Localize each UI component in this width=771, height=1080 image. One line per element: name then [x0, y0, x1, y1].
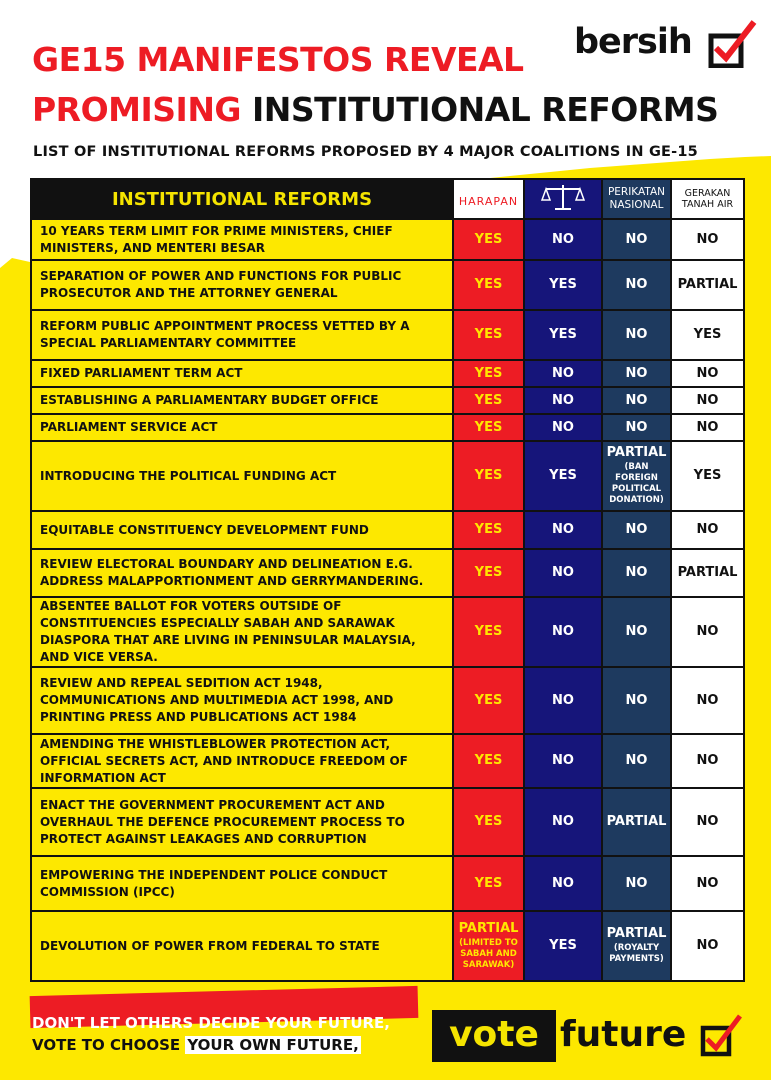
vote-logo-future: future	[560, 1014, 687, 1055]
title-line-2	[32, 90, 718, 129]
ga-cell-value: NO	[696, 692, 719, 708]
reform-cell	[31, 667, 453, 734]
reform-cell	[31, 260, 453, 310]
harapan-cell-value: YES	[474, 392, 503, 408]
subtitle: LIST OF INSTITUTIONAL REFORMS PROPOSED BY 4 MAJOR COALITIONS IN GE-15	[33, 144, 698, 160]
harapan-cell	[453, 667, 524, 734]
harapan-cell-value: YES	[474, 753, 503, 768]
ga-cell-value: NO	[696, 814, 719, 829]
ga-cell-value: NO	[696, 522, 719, 537]
reform-cell	[31, 856, 453, 911]
pn-cell-value: NO	[625, 327, 648, 342]
pn-cell-note: (ROYALTY PAYMENTS)	[609, 943, 664, 964]
bersih-logo-text: bersih	[574, 22, 692, 62]
harapan-cell-value: YES	[474, 327, 503, 342]
header-harapan	[453, 179, 524, 219]
table-row	[31, 549, 744, 597]
reforms-table	[30, 178, 745, 982]
ga-cell	[671, 667, 744, 734]
table-row	[31, 260, 744, 310]
checkbox-icon	[700, 1012, 742, 1058]
ga-cell	[671, 549, 744, 597]
reform-cell-value: SEPARATION OF POWER AND FUNCTIONS FOR PUBLIC PROSECUTOR AND THE ATTORNEY GENERAL	[40, 269, 402, 300]
reform-cell	[31, 734, 453, 788]
table-row	[31, 360, 744, 387]
pn-cell-value: NO	[625, 392, 648, 408]
bn-cell	[524, 441, 602, 511]
reform-cell-value: PARLIAMENT SERVICE ACT	[40, 420, 218, 434]
pn-cell	[602, 549, 671, 597]
pn-cell-note: (BAN FOREIGN POLITICAL DONATION)	[609, 462, 664, 505]
ga-cell	[671, 360, 744, 387]
reform-cell	[31, 387, 453, 414]
bn-cell	[524, 734, 602, 788]
vote-logo-vote: vote	[432, 1010, 556, 1062]
footer-line-2b: YOUR OWN FUTURE,	[187, 1036, 359, 1054]
harapan-cell-value: YES	[474, 468, 503, 483]
pn-cell-value: NO	[625, 522, 648, 537]
table-row	[31, 911, 744, 981]
bn-cell-value: YES	[549, 277, 577, 292]
bn-cell-value: YES	[549, 938, 577, 953]
bn-cell	[524, 667, 602, 734]
table-row	[31, 788, 744, 856]
bn-cell	[524, 360, 602, 387]
bn-cell	[524, 387, 602, 414]
ga-cell-value: NO	[696, 231, 719, 247]
bn-cell-value: NO	[552, 522, 574, 537]
harapan-cell-value: PARTIAL	[458, 920, 519, 936]
bn-cell	[524, 260, 602, 310]
table-row	[31, 414, 744, 441]
bn-cell-value: YES	[549, 327, 577, 342]
ga-cell	[671, 734, 744, 788]
reform-cell	[31, 310, 453, 360]
table-header-row	[31, 179, 744, 219]
bn-cell-value: NO	[552, 392, 574, 408]
bersih-logo	[574, 12, 759, 72]
harapan-cell-value: YES	[474, 365, 503, 381]
bn-cell	[524, 911, 602, 981]
harapan-cell-value: YES	[474, 277, 503, 292]
pn-cell	[602, 360, 671, 387]
ga-cell-value: PARTIAL	[677, 565, 738, 580]
reform-cell	[31, 511, 453, 549]
title-line-1: GE15 MANIFESTOS REVEAL	[32, 40, 524, 79]
harapan-logo-text: HARAPAN	[458, 194, 519, 208]
reform-cell-value: AMENDING THE WHISTLEBLOWER PROTECTION ACT, OFFICIAL SECRETS ACT, AND INTRODUCE FREEDOM OF INFORMATION ACT	[40, 736, 408, 785]
reform-cell	[31, 414, 453, 441]
pn-cell-value: PARTIAL	[606, 926, 667, 941]
ga-cell-value: PARTIAL	[677, 277, 738, 292]
harapan-cell	[453, 310, 524, 360]
bn-cell-value: YES	[549, 468, 577, 483]
bn-cell-value: NO	[552, 875, 574, 891]
bn-cell-value: NO	[552, 624, 574, 639]
harapan-cell	[453, 597, 524, 667]
harapan-cell-value: YES	[474, 231, 503, 247]
reform-cell	[31, 441, 453, 511]
table-row	[31, 387, 744, 414]
harapan-cell	[453, 549, 524, 597]
reform-cell-value: EQUITABLE CONSTITUENCY DEVELOPMENT FUND	[40, 522, 369, 537]
ga-cell-value: NO	[696, 753, 719, 768]
ga-cell-value: NO	[696, 938, 719, 953]
pn-cell	[602, 597, 671, 667]
table-row	[31, 856, 744, 911]
ga-cell-value: NO	[696, 875, 719, 891]
pn-name-2: NASIONAL	[609, 199, 664, 211]
pn-cell	[602, 734, 671, 788]
table-row	[31, 511, 744, 549]
harapan-cell	[453, 414, 524, 441]
reform-cell	[31, 360, 453, 387]
header-bn	[524, 179, 602, 219]
table-body	[31, 219, 744, 981]
title-rest: INSTITUTIONAL REFORMS	[241, 90, 719, 129]
harapan-cell	[453, 911, 524, 981]
pn-cell-value: PARTIAL	[606, 445, 667, 460]
ga-cell-value: NO	[696, 365, 719, 381]
bn-cell	[524, 310, 602, 360]
bn-cell	[524, 856, 602, 911]
harapan-cell-value: YES	[474, 419, 503, 435]
reform-cell-value: 10 YEARS TERM LIMIT FOR PRIME MINISTERS, CHIEF MINISTERS, AND MENTERI BESAR	[40, 223, 393, 255]
pn-cell	[602, 511, 671, 549]
harapan-cell	[453, 387, 524, 414]
pn-cell-value: NO	[625, 231, 648, 247]
ga-cell	[671, 856, 744, 911]
checkbox-icon	[708, 18, 758, 68]
reform-cell	[31, 911, 453, 981]
vote-future-logo	[432, 1010, 742, 1062]
footer-line-2a: VOTE TO CHOOSE	[32, 1036, 186, 1054]
pn-cell	[602, 414, 671, 441]
footer-line-1: DON'T LET OTHERS DECIDE YOUR FUTURE,	[32, 1014, 390, 1032]
harapan-cell-value: YES	[474, 565, 503, 580]
ga-cell	[671, 597, 744, 667]
harapan-cell	[453, 219, 524, 260]
harapan-cell-value: YES	[474, 692, 503, 708]
reform-cell	[31, 597, 453, 667]
table-row	[31, 597, 744, 667]
reform-cell	[31, 788, 453, 856]
harapan-cell	[453, 360, 524, 387]
harapan-cell-value: YES	[474, 875, 503, 891]
ga-cell-value: NO	[696, 419, 719, 435]
pn-cell-value: NO	[625, 875, 648, 891]
reform-cell-value: FIXED PARLIAMENT TERM ACT	[40, 366, 243, 380]
bn-cell	[524, 414, 602, 441]
reform-cell-value: REVIEW ELECTORAL BOUNDARY AND DELINEATION E.G. ADDRESS MALAPPORTIONMENT AND GERRYMANDERING.	[40, 557, 424, 588]
pn-cell	[602, 310, 671, 360]
bn-cell-value: NO	[552, 419, 574, 435]
reform-cell-value: DEVOLUTION OF POWER FROM FEDERAL TO STATE	[40, 938, 380, 953]
harapan-cell-value: YES	[474, 624, 503, 639]
title-highlight: PROMISING	[32, 90, 242, 129]
pn-name-1: PERIKATAN	[607, 186, 666, 198]
table-row	[31, 667, 744, 734]
pn-cell	[602, 856, 671, 911]
bn-cell-value: NO	[552, 692, 574, 708]
bn-cell-value: NO	[552, 565, 574, 580]
bn-cell	[524, 788, 602, 856]
pn-cell-value: PARTIAL	[606, 814, 667, 829]
bn-cell-value: NO	[552, 753, 574, 768]
harapan-cell	[453, 788, 524, 856]
pn-cell-value: NO	[625, 365, 648, 381]
ga-cell	[671, 414, 744, 441]
reform-cell	[31, 549, 453, 597]
bn-cell	[524, 597, 602, 667]
pn-cell	[602, 260, 671, 310]
pn-cell	[602, 387, 671, 414]
harapan-cell-value: YES	[474, 814, 503, 829]
ga-cell	[671, 260, 744, 310]
harapan-cell-note: (LIMITED TO SABAH AND SARAWAK)	[459, 937, 518, 970]
ga-cell	[671, 788, 744, 856]
bn-cell-value: NO	[552, 365, 574, 381]
ga-name-1: GERAKAN	[684, 188, 731, 199]
bn-cell	[524, 549, 602, 597]
ga-name-2: TANAH AIR	[681, 199, 734, 210]
bn-cell-value: NO	[552, 814, 574, 829]
pn-cell-value: NO	[625, 624, 648, 639]
harapan-cell	[453, 734, 524, 788]
ga-cell-value: YES	[693, 327, 722, 342]
pn-cell	[602, 911, 671, 981]
pn-cell	[602, 441, 671, 511]
ga-cell-value: NO	[696, 624, 719, 639]
pn-cell-value: NO	[625, 753, 648, 768]
ga-cell	[671, 911, 744, 981]
ga-cell-value: YES	[693, 468, 722, 483]
bn-cell-value: NO	[552, 231, 574, 247]
scales-icon	[540, 182, 586, 212]
pn-cell-value: NO	[625, 419, 648, 435]
harapan-cell	[453, 260, 524, 310]
reform-cell	[31, 219, 453, 260]
reform-cell-value: ESTABLISHING A PARLIAMENTARY BUDGET OFFICE	[40, 393, 379, 407]
reform-cell-value: EMPOWERING THE INDEPENDENT POLICE CONDUCT COMMISSION (IPCC)	[40, 867, 388, 899]
pn-cell-value: NO	[625, 277, 648, 292]
reform-cell-value: ABSENTEE BALLOT FOR VOTERS OUTSIDE OF CONSTITUENCIES ESPECIALLY SABAH AND SARAWAK DIASPORA THAT ARE LIVING IN PENINSULAR MALAYSIA, AND VICE VERSA.	[40, 599, 416, 664]
pn-cell	[602, 667, 671, 734]
bn-cell	[524, 511, 602, 549]
harapan-cell	[453, 511, 524, 549]
ga-cell	[671, 441, 744, 511]
ga-cell	[671, 387, 744, 414]
ga-cell	[671, 511, 744, 549]
pn-cell-value: NO	[625, 565, 648, 580]
ga-cell	[671, 310, 744, 360]
pn-cell	[602, 788, 671, 856]
footer-line-2	[32, 1036, 361, 1054]
table-row	[31, 734, 744, 788]
harapan-cell-value: YES	[474, 522, 503, 537]
header-ga	[671, 179, 744, 219]
reform-cell-value: REFORM PUBLIC APPOINTMENT PROCESS VETTED BY A SPECIAL PARLIAMENTARY COMMITTEE	[40, 319, 410, 350]
header-reforms: INSTITUTIONAL REFORMS	[31, 179, 453, 219]
header-pn	[602, 179, 671, 219]
ga-cell	[671, 219, 744, 260]
table-row	[31, 441, 744, 511]
pn-cell	[602, 219, 671, 260]
bn-cell	[524, 219, 602, 260]
reform-cell-value: REVIEW AND REPEAL SEDITION ACT 1948, COMMUNICATIONS AND MULTIMEDIA ACT 1998, AND PRINTING PRESS AND PUBLICATIONS ACT 1984	[40, 676, 394, 724]
reform-cell-value: INTRODUCING THE POLITICAL FUNDING ACT	[40, 468, 337, 483]
table-row	[31, 219, 744, 260]
ga-cell-value: NO	[696, 392, 719, 408]
harapan-cell	[453, 441, 524, 511]
reform-cell-value: ENACT THE GOVERNMENT PROCUREMENT ACT AND OVERHAUL THE DEFENCE PROCUREMENT PROCESS TO PROTECT AGAINST LEAKAGES AND CORRUPTION	[40, 797, 405, 846]
harapan-cell	[453, 856, 524, 911]
pn-cell-value: NO	[625, 692, 648, 708]
table-row	[31, 310, 744, 360]
